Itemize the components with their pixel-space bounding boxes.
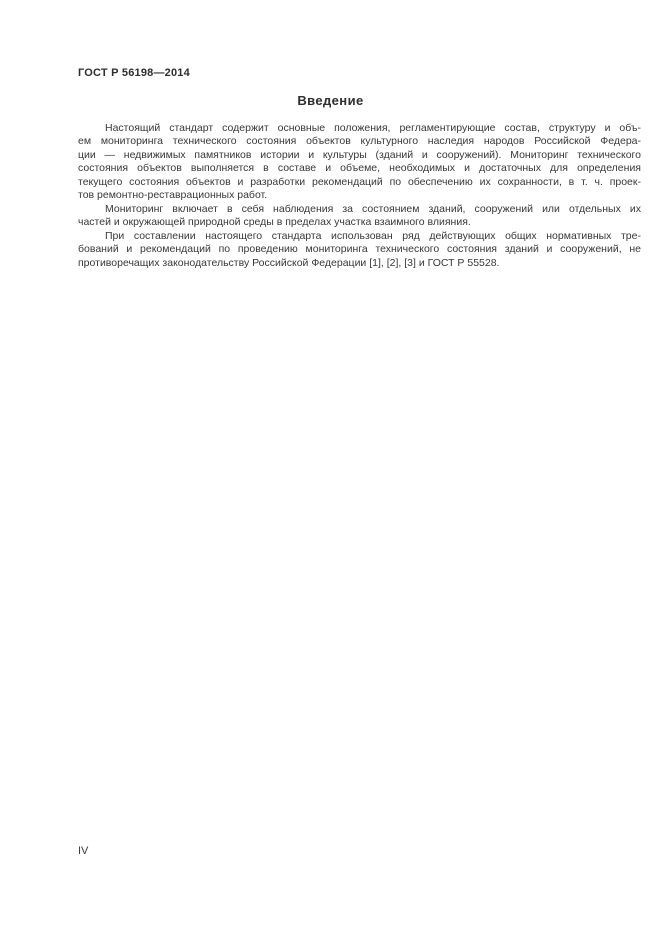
paragraph-line: При составлении настоящего стандарта использован ряд действующих общих нормативных тре- (105, 229, 641, 242)
paragraph-line: частей и окружающей природной среды в пределах участка взаимного влияния. (78, 216, 471, 229)
paragraph (78, 122, 641, 203)
paragraph-line: ции — недвижимых памятников истории и культуры (зданий и сооружений). Мониторинг технического (78, 148, 641, 161)
document-body (78, 122, 641, 270)
paragraph-line: тов ремонтно-реставрационных работ. (78, 189, 268, 202)
paragraph (78, 203, 641, 230)
paragraph-line: ем мониторинга технического состояния объектов культурного наследия народов Российской Федера- (78, 135, 641, 148)
paragraph-line: противоречащих законодательству Российской Федерации [1], [2], [3] и ГОСТ Р 55528. (78, 256, 500, 269)
paragraph-line: Мониторинг включает в себя наблюдения за состоянием зданий, сооружений или отдельных их (105, 202, 641, 215)
section-title: Введение (297, 93, 364, 108)
paragraph (78, 230, 641, 270)
paragraph-line: Настоящий стандарт содержит основные положения, регламентирующие состав, структуру и объ- (105, 122, 641, 134)
document-standard-number: ГОСТ Р 56198—2014 (78, 67, 190, 79)
paragraph-line: текущего состояния объектов и разработки рекомендаций по обеспечению их сохранности, в т. ч. проек- (78, 175, 641, 188)
page-number: IV (78, 845, 89, 857)
paragraph-line: бований и рекомендаций по проведению мониторинга технического состояния зданий и сооружений, не (78, 243, 641, 256)
paragraph-line: состояния объектов выполняется в составе и объеме, необходимых и достаточных для определения (78, 162, 641, 175)
